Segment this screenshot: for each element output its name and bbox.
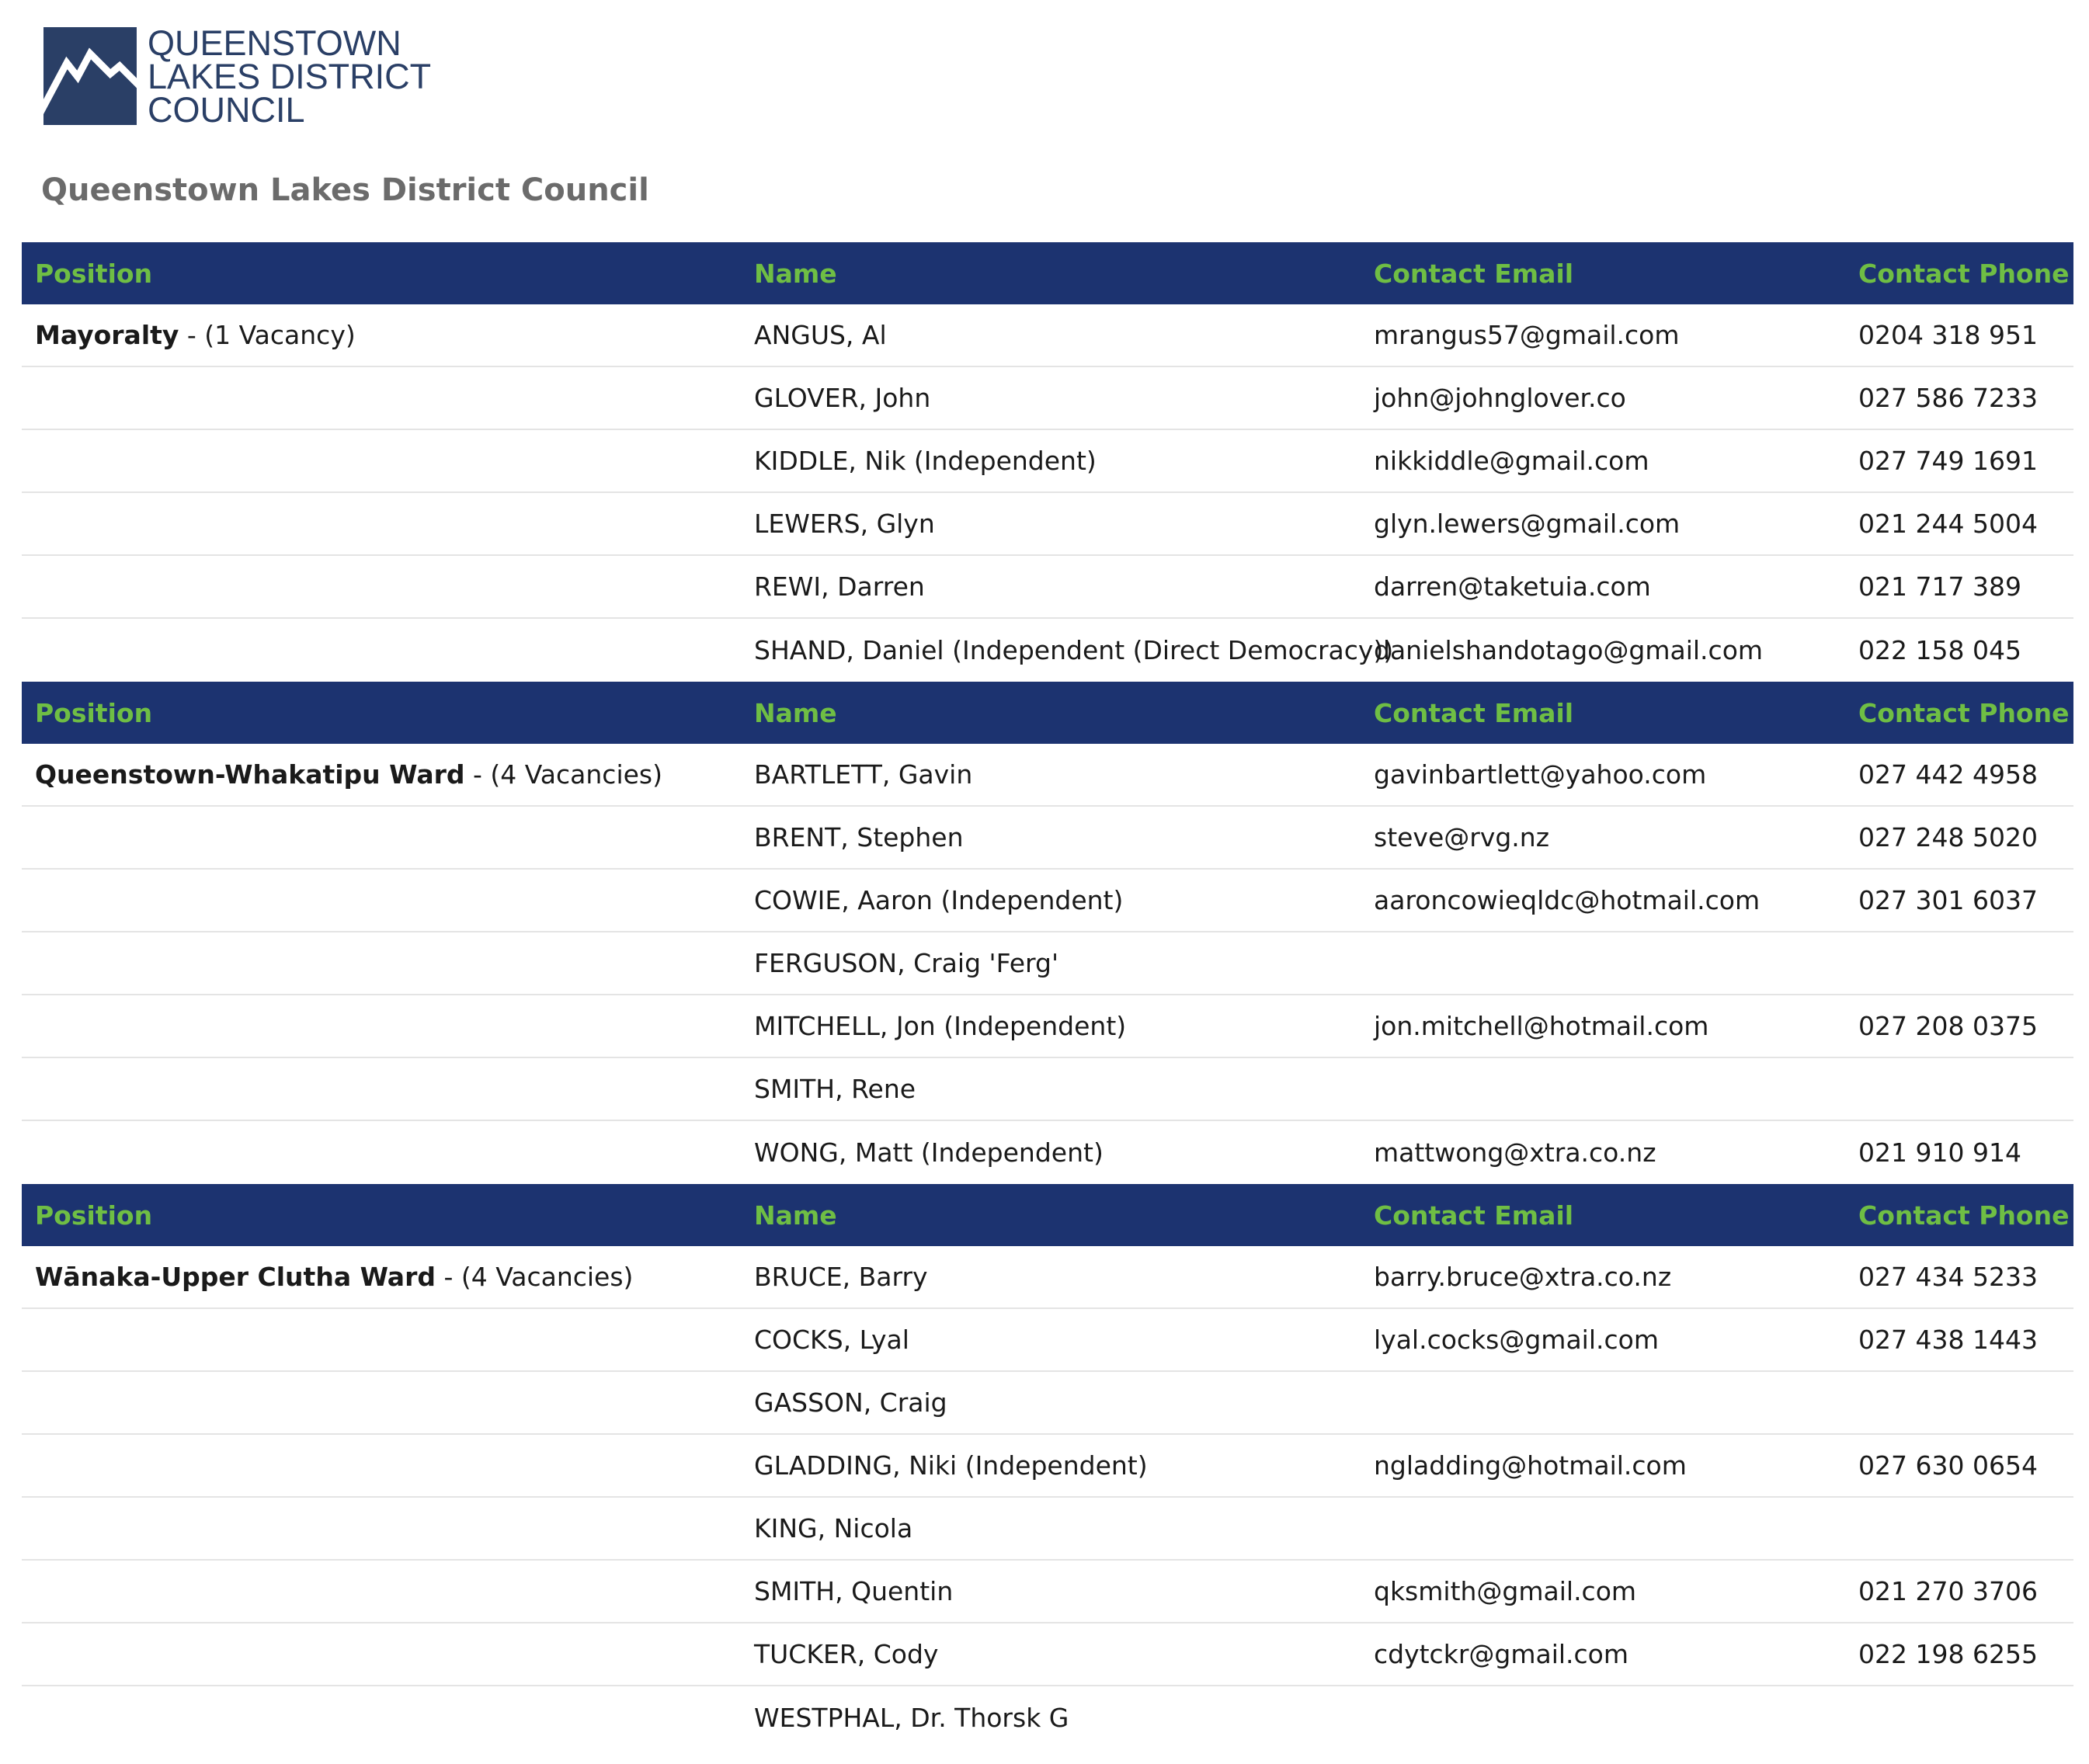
candidate-row bbox=[22, 493, 2073, 556]
position-cell bbox=[22, 759, 754, 790]
candidate-phone: 027 301 6037 bbox=[1858, 885, 2038, 915]
header-phone: Contact Phone bbox=[1858, 1200, 2070, 1231]
candidate-name: SHAND, Daniel (Independent (Direct Democracy)) bbox=[754, 635, 1394, 665]
candidate-name: COWIE, Aaron (Independent) bbox=[754, 885, 1124, 915]
candidate-name: BRENT, Stephen bbox=[754, 822, 964, 852]
candidate-name: GLADDING, Niki (Independent) bbox=[754, 1450, 1148, 1481]
candidate-row bbox=[22, 1435, 2073, 1498]
logo-line-3: COUNCIL bbox=[148, 89, 305, 130]
position-cell bbox=[22, 1262, 754, 1292]
candidate-name: KING, Nicola bbox=[754, 1513, 913, 1544]
candidate-name: SMITH, Rene bbox=[754, 1074, 916, 1104]
candidate-name: TUCKER, Cody bbox=[754, 1639, 939, 1669]
header-name: Name bbox=[754, 258, 837, 289]
candidate-email: jon.mitchell@hotmail.com bbox=[1374, 1011, 1709, 1041]
council-logo bbox=[43, 23, 432, 130]
candidate-email: lyal.cocks@gmail.com bbox=[1374, 1325, 1659, 1355]
candidate-row bbox=[22, 1309, 2073, 1372]
candidate-row bbox=[22, 1121, 2073, 1184]
logo-wordmark bbox=[148, 23, 432, 130]
candidate-row bbox=[22, 1372, 2073, 1435]
candidate-row bbox=[22, 1246, 2073, 1309]
candidate-email: qksmith@gmail.com bbox=[1374, 1576, 1637, 1606]
candidate-name: KIDDLE, Nik (Independent) bbox=[754, 446, 1097, 476]
position-name: Wānaka-Upper Clutha Ward bbox=[35, 1262, 436, 1292]
logo-line-1: QUEENSTOWN bbox=[148, 23, 401, 63]
candidate-phone: 027 630 0654 bbox=[1858, 1450, 2038, 1481]
table-header-row bbox=[22, 1184, 2073, 1246]
candidate-phone: 021 244 5004 bbox=[1858, 509, 2038, 539]
page-title: Queenstown Lakes District Council bbox=[41, 172, 649, 208]
position-name: Mayoralty bbox=[35, 320, 179, 350]
candidate-name: REWI, Darren bbox=[754, 571, 925, 602]
candidate-row bbox=[22, 619, 2073, 682]
candidate-email: mrangus57@gmail.com bbox=[1374, 320, 1680, 350]
candidate-row bbox=[22, 932, 2073, 995]
candidate-row bbox=[22, 744, 2073, 807]
candidate-phone: 027 208 0375 bbox=[1858, 1011, 2038, 1041]
candidate-name: BARTLETT, Gavin bbox=[754, 759, 973, 790]
header-phone: Contact Phone bbox=[1858, 697, 2070, 728]
candidate-row bbox=[22, 807, 2073, 870]
candidate-email: steve@rvg.nz bbox=[1374, 822, 1550, 852]
candidate-name: BRUCE, Barry bbox=[754, 1262, 928, 1292]
candidate-name: LEWERS, Glyn bbox=[754, 509, 935, 539]
candidate-phone: 021 270 3706 bbox=[1858, 1576, 2038, 1606]
candidate-row bbox=[22, 430, 2073, 493]
position-name: Queenstown-Whakatipu Ward bbox=[35, 759, 465, 790]
table-header-row bbox=[22, 682, 2073, 744]
candidate-email: nikkiddle@gmail.com bbox=[1374, 446, 1649, 476]
candidate-row bbox=[22, 1498, 2073, 1561]
candidate-name: GASSON, Craig bbox=[754, 1387, 947, 1418]
candidate-row bbox=[22, 1623, 2073, 1686]
candidate-row bbox=[22, 870, 2073, 932]
candidate-phone: 022 198 6255 bbox=[1858, 1639, 2038, 1669]
header-position: Position bbox=[35, 697, 153, 728]
candidate-name: ANGUS, Al bbox=[754, 320, 887, 350]
header-name: Name bbox=[754, 1200, 837, 1231]
mountain-logo-icon bbox=[43, 27, 137, 125]
candidate-email: mattwong@xtra.co.nz bbox=[1374, 1137, 1656, 1168]
candidate-email: barry.bruce@xtra.co.nz bbox=[1374, 1262, 1672, 1292]
candidate-row bbox=[22, 556, 2073, 619]
header-position: Position bbox=[35, 1200, 153, 1231]
candidate-phone: 027 749 1691 bbox=[1858, 446, 2038, 476]
candidate-row bbox=[22, 1686, 2073, 1749]
candidate-name: MITCHELL, Jon (Independent) bbox=[754, 1011, 1127, 1041]
candidate-phone: 027 442 4958 bbox=[1858, 759, 2038, 790]
vacancy-count: - (1 Vacancy) bbox=[179, 320, 356, 350]
candidates-table bbox=[22, 242, 2073, 1749]
header-email: Contact Email bbox=[1374, 697, 1574, 728]
candidate-row bbox=[22, 1561, 2073, 1623]
vacancy-count: - (4 Vacancies) bbox=[435, 1262, 634, 1292]
position-cell bbox=[22, 320, 754, 350]
candidate-phone: 021 717 389 bbox=[1858, 571, 2021, 602]
candidate-email: danielshandotago@gmail.com bbox=[1374, 635, 1764, 665]
candidate-email: aaroncowieqldc@hotmail.com bbox=[1374, 885, 1761, 915]
candidate-row bbox=[22, 367, 2073, 430]
candidate-phone: 021 910 914 bbox=[1858, 1137, 2021, 1168]
candidate-phone: 022 158 045 bbox=[1858, 635, 2021, 665]
candidate-name: COCKS, Lyal bbox=[754, 1325, 909, 1355]
candidate-row bbox=[22, 304, 2073, 367]
candidate-email: john@johnglover.co bbox=[1374, 383, 1626, 413]
candidate-name: SMITH, Quentin bbox=[754, 1576, 954, 1606]
candidate-phone: 027 248 5020 bbox=[1858, 822, 2038, 852]
candidate-phone: 027 438 1443 bbox=[1858, 1325, 2038, 1355]
logo-line-2: LAKES DISTRICT bbox=[148, 56, 432, 96]
candidate-phone: 027 586 7233 bbox=[1858, 383, 2038, 413]
candidate-email: cdytckr@gmail.com bbox=[1374, 1639, 1629, 1669]
candidate-name: GLOVER, John bbox=[754, 383, 931, 413]
candidate-email: darren@taketuia.com bbox=[1374, 571, 1651, 602]
candidate-email: ngladding@hotmail.com bbox=[1374, 1450, 1687, 1481]
header-email: Contact Email bbox=[1374, 258, 1574, 289]
vacancy-count: - (4 Vacancies) bbox=[464, 759, 662, 790]
table-header-row bbox=[22, 242, 2073, 304]
candidate-name: FERGUSON, Craig 'Ferg' bbox=[754, 948, 1059, 978]
header-email: Contact Email bbox=[1374, 1200, 1574, 1231]
candidate-email: gavinbartlett@yahoo.com bbox=[1374, 759, 1707, 790]
candidate-name: WESTPHAL, Dr. Thorsk G bbox=[754, 1703, 1069, 1733]
header-position: Position bbox=[35, 258, 153, 289]
header-phone: Contact Phone bbox=[1858, 258, 2070, 289]
candidate-name: WONG, Matt (Independent) bbox=[754, 1137, 1104, 1168]
candidate-phone: 027 434 5233 bbox=[1858, 1262, 2038, 1292]
candidate-phone: 0204 318 951 bbox=[1858, 320, 2038, 350]
candidate-row bbox=[22, 1058, 2073, 1121]
candidate-email: glyn.lewers@gmail.com bbox=[1374, 509, 1681, 539]
candidate-row bbox=[22, 995, 2073, 1058]
header-name: Name bbox=[754, 697, 837, 728]
